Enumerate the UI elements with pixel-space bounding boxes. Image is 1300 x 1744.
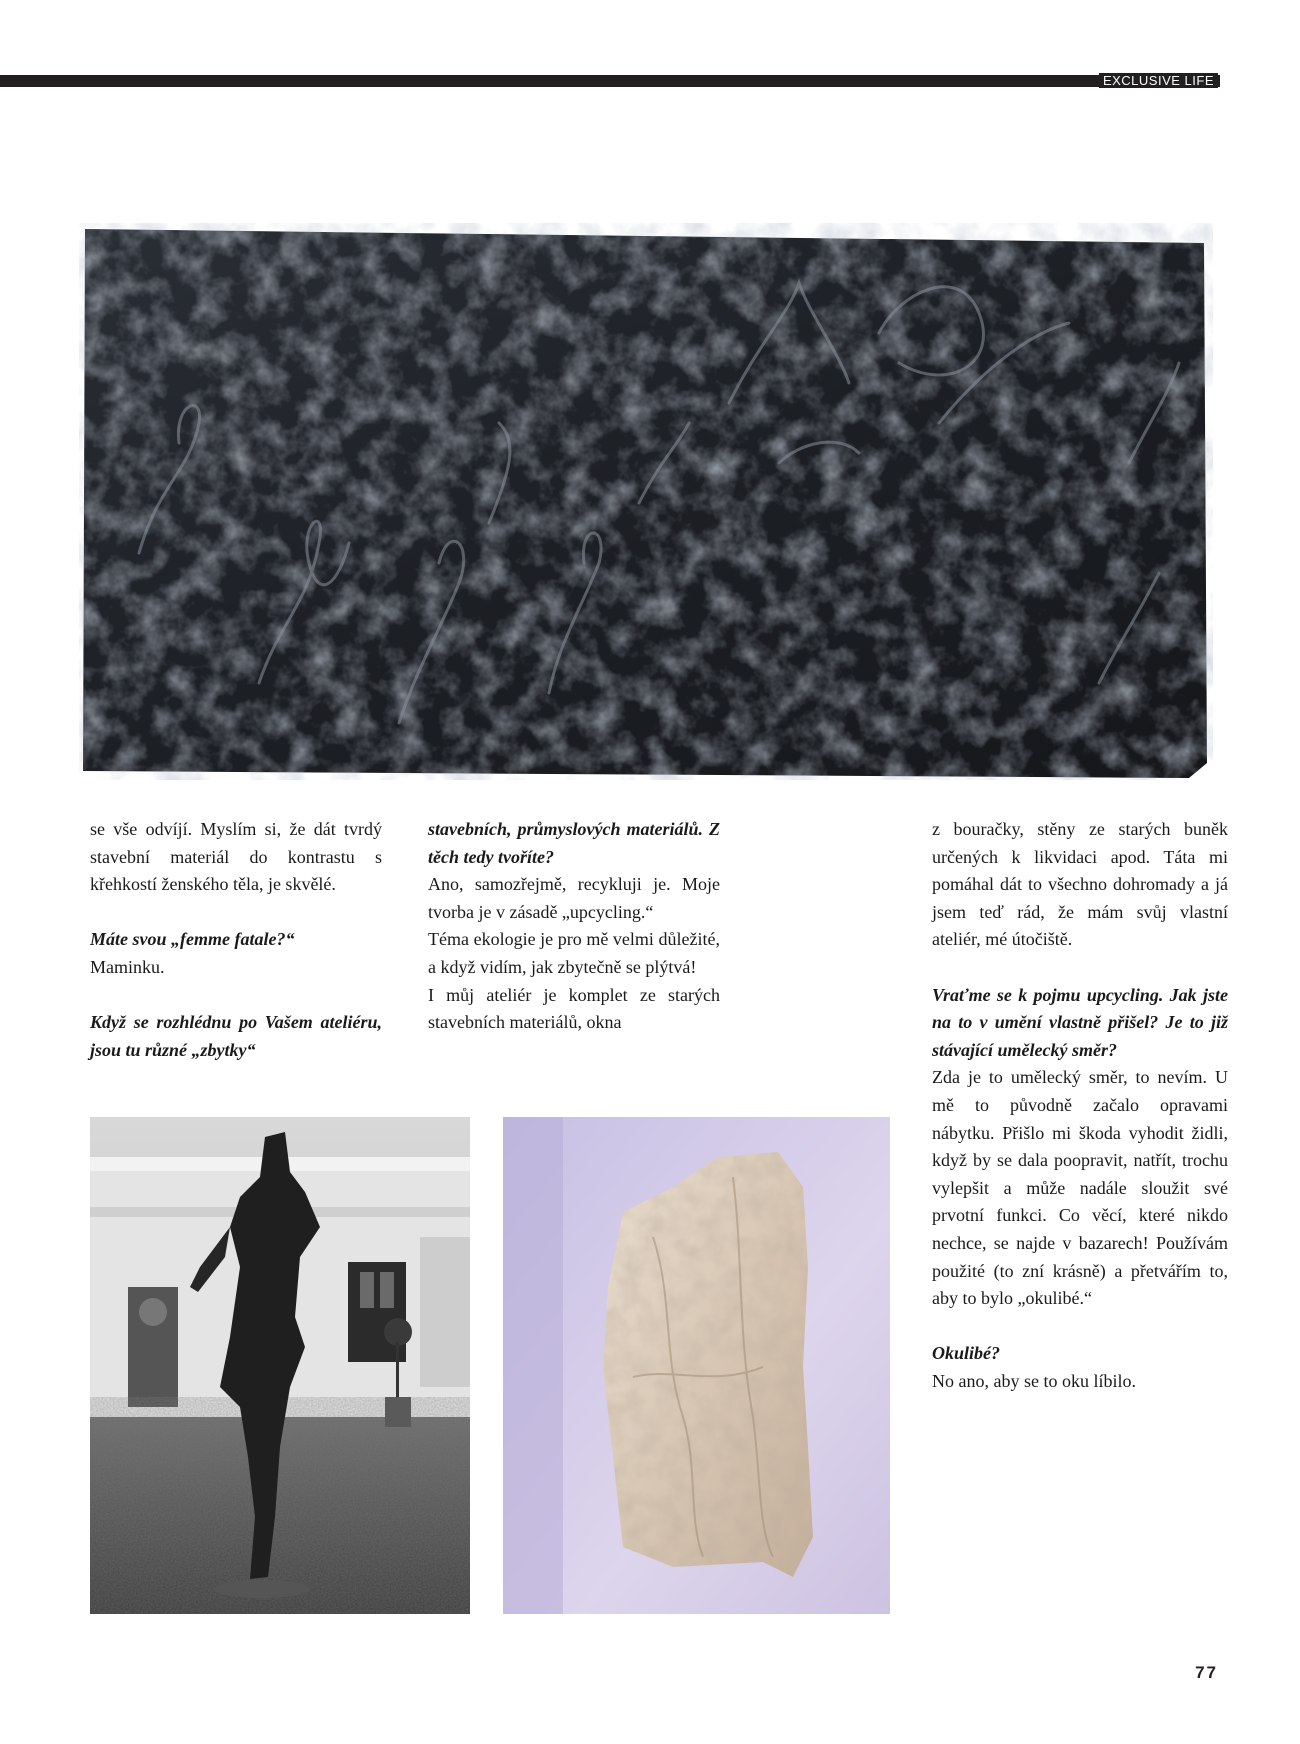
question: Vraťme se k pojmu upcycling. Jak jste na to v umění vlastně přišel? Je to již stávající umělecký směr?: [932, 984, 1228, 1060]
question: Okulibé?: [932, 1343, 1001, 1364]
paragraph: se vše odvíjí. Myslím si, že dát tvrdý stavební materiál do kontrastu s křehkostí ženského těla, je skvělé.: [90, 819, 382, 895]
answer: Maminku.: [90, 956, 165, 977]
lilac-wall-image: [503, 1117, 890, 1614]
question: Máte svou „femme fatale?“: [90, 929, 295, 950]
answer: Téma ekologie je pro mě velmi důležité, a když vidím, jak zbytečně se plýtvá!: [428, 929, 720, 977]
text-column-2: [428, 816, 720, 1037]
question: Když se rozhlédnu po Vašem ateliéru, jsou tu různé „zbytky“: [90, 1012, 382, 1060]
paragraph: z bouračky, stěny ze starých buněk určených k likvidaci apod. Táta mi pomáhal dát to všechno dohromady a já jsem teď rád, že mám svůj vlastní ateliér, mé útočiště.: [932, 819, 1228, 950]
answer: No ano, aby se to oku líbilo.: [932, 1370, 1136, 1391]
question-continued: stavebních, průmyslových materiálů. Z těch tedy tvoříte?: [428, 819, 720, 867]
page-number: 77: [1195, 1663, 1218, 1682]
section-label: EXCLUSIVE LIFE: [1099, 73, 1218, 88]
relief-image: [79, 223, 1213, 780]
header-rule: [0, 75, 1220, 87]
wall-relief-photo: [503, 1117, 890, 1614]
answer: I můj ateliér je komplet ze starých stavebních materiálů, okna: [428, 984, 720, 1033]
courtyard-image: [90, 1117, 470, 1614]
answer: Zda je to umělecký směr, to nevím. U mě to původně začalo opravami nábytku. Přišlo mi škoda vyhodit židli, když by se dala poopravit, natřít, trochu vylepšit a může nadále sloužit své prvotní funkci. Co věcí, které nikdo nechce, se najde v bazarech! Používám použité (to zní krásně) a přetvářím to, aby to bylo „okulibé.“: [932, 1067, 1228, 1309]
text-column-3: [932, 816, 1228, 1423]
figure-sculpture-photo: [90, 1117, 470, 1614]
top-relief-photo: [79, 223, 1213, 780]
answer: Ano, samozřejmě, recykluji je. Moje tvorba je v zásadě „upcycling.“: [428, 874, 720, 922]
text-column-1: [90, 816, 382, 1064]
